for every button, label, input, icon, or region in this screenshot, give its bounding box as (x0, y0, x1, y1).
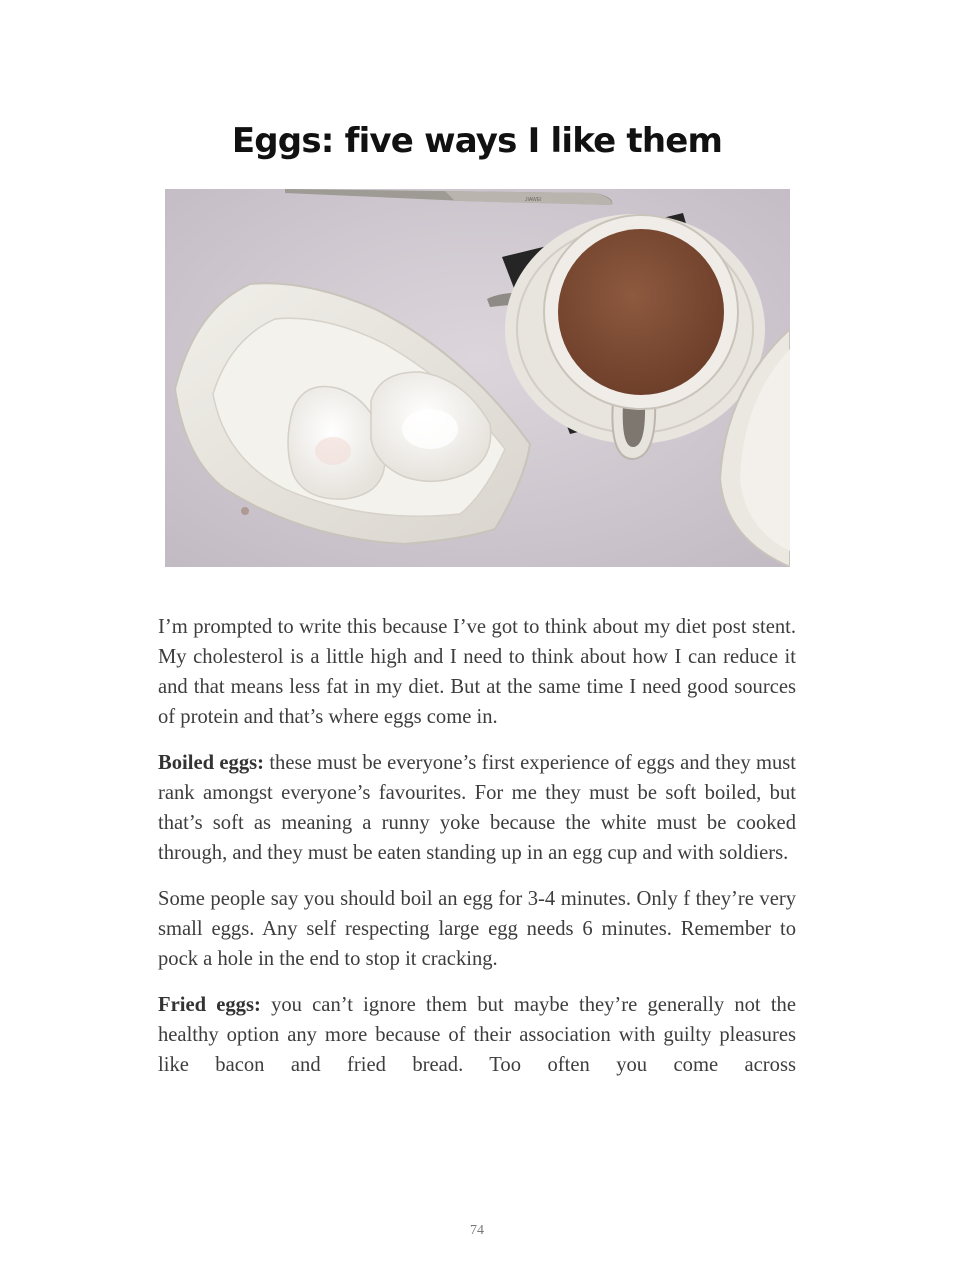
fried-eggs-heading: Fried eggs: (158, 994, 261, 1016)
article-body (158, 612, 796, 1096)
knife-engraving: JIAWEI (525, 197, 542, 203)
boiled-eggs-text: these must be everyone’s first experience of eggs and they must rank amongst everyone’s favourites. For me they must be soft boiled, but that’s soft as meaning a runny yoke because the white must be cooked through, and they must be eaten standing up in an egg cup and with soldiers. (158, 752, 796, 864)
fried-eggs-text: you can’t ignore them but maybe they’re generally not the healthy option any more because of their association with guilty pleasures like bacon and fried bread. Too often you come across (158, 994, 796, 1076)
paragraph-boiling-time: Some people say you should boil an egg for 3-4 minutes. Only f they’re very small eggs. Any self respecting large egg needs 6 minutes. Remember to pock a hole in the end to stop it cracking. (158, 888, 796, 970)
paragraph-intro: I’m prompted to write this because I’ve got to think about my diet post stent. My cholesterol is a little high and I need to think about how I can reduce it and that means less fat in my diet. But at the same time I need good sources of protein and that’s where eggs come in. (158, 616, 796, 728)
paragraph-fried-eggs (158, 990, 796, 1080)
boiled-eggs-heading: Boiled eggs: (158, 752, 264, 774)
page-title: Eggs: five ways I like them (231, 121, 723, 161)
page-number: 74 (470, 1223, 484, 1238)
coffee (558, 229, 724, 395)
paragraph-boiled-eggs (158, 748, 796, 868)
breakfast-photo (165, 189, 790, 567)
